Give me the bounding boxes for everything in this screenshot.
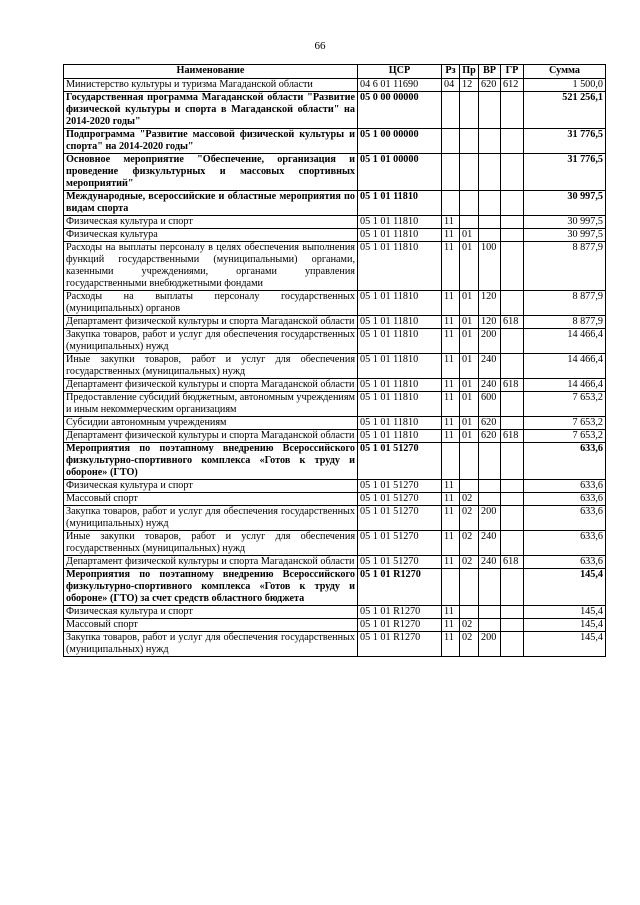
- cell-gr: [501, 229, 524, 242]
- budget-table: [63, 64, 606, 657]
- cell-gr: [501, 606, 524, 619]
- cell-name: Закупка товаров, работ и услуг для обеспечения государственных (муниципальных) нужд: [64, 506, 358, 531]
- cell-rz: [442, 191, 460, 216]
- cell-name: Расходы на выплаты персоналу в целях обеспечения выполнения функций государственными (муниципальными) органами, казенными учреждениями, органами управления государственными внебюджетными фондами: [64, 242, 358, 291]
- cell-name: Основное мероприятие "Обеспечение, организация и проведение физкультурных и массовых спортивных мероприятий": [64, 154, 358, 191]
- cell-rz: 11: [442, 606, 460, 619]
- cell-pr: 01: [460, 316, 479, 329]
- cell-gr: [501, 242, 524, 291]
- table-row: [64, 329, 606, 354]
- cell-gr: [501, 191, 524, 216]
- cell-pr: [460, 191, 479, 216]
- cell-vr: 240: [479, 556, 501, 569]
- cell-pr: 01: [460, 430, 479, 443]
- cell-pr: 02: [460, 619, 479, 632]
- table-row: [64, 430, 606, 443]
- cell-csr: 05 1 01 11810: [358, 417, 442, 430]
- cell-name: Массовый спорт: [64, 619, 358, 632]
- cell-pr: 02: [460, 632, 479, 657]
- cell-csr: 05 1 01 11810: [358, 191, 442, 216]
- cell-vr: [479, 569, 501, 606]
- cell-gr: [501, 632, 524, 657]
- cell-name: Иные закупки товаров, работ и услуг для обеспечения государственных (муниципальных) нужд: [64, 354, 358, 379]
- cell-vr: [479, 619, 501, 632]
- table-body: [64, 79, 606, 657]
- cell-rz: 11: [442, 229, 460, 242]
- cell-gr: [501, 392, 524, 417]
- cell-sum: 30 997,5: [524, 229, 606, 242]
- table-row: [64, 619, 606, 632]
- cell-pr: 02: [460, 531, 479, 556]
- cell-rz: 11: [442, 619, 460, 632]
- table-row: [64, 154, 606, 191]
- cell-rz: 11: [442, 291, 460, 316]
- cell-vr: [479, 216, 501, 229]
- cell-pr: 02: [460, 506, 479, 531]
- cell-csr: 05 1 01 R1270: [358, 619, 442, 632]
- table-row: [64, 556, 606, 569]
- cell-pr: 01: [460, 291, 479, 316]
- cell-gr: [501, 216, 524, 229]
- header-pr: Пр: [460, 65, 479, 79]
- cell-csr: 05 1 01 11810: [358, 216, 442, 229]
- header-rz: Рз: [442, 65, 460, 79]
- cell-pr: [460, 569, 479, 606]
- cell-gr: [501, 443, 524, 480]
- cell-gr: 618: [501, 316, 524, 329]
- cell-name: Департамент физической культуры и спорта Магаданской области: [64, 556, 358, 569]
- cell-sum: 145,4: [524, 619, 606, 632]
- cell-pr: [460, 129, 479, 154]
- cell-name: Департамент физической культуры и спорта Магаданской области: [64, 379, 358, 392]
- header-gr: ГР: [501, 65, 524, 79]
- table-row: [64, 493, 606, 506]
- cell-vr: [479, 493, 501, 506]
- cell-vr: 620: [479, 79, 501, 92]
- cell-pr: 01: [460, 392, 479, 417]
- cell-rz: 11: [442, 480, 460, 493]
- cell-rz: [442, 129, 460, 154]
- table-row: [64, 392, 606, 417]
- table-row: [64, 291, 606, 316]
- cell-sum: 14 466,4: [524, 354, 606, 379]
- cell-vr: [479, 92, 501, 129]
- table-row: [64, 354, 606, 379]
- cell-pr: 01: [460, 329, 479, 354]
- cell-gr: 618: [501, 430, 524, 443]
- cell-rz: 11: [442, 531, 460, 556]
- cell-sum: 633,6: [524, 531, 606, 556]
- cell-vr: 600: [479, 392, 501, 417]
- cell-vr: 240: [479, 531, 501, 556]
- cell-csr: 05 1 01 11810: [358, 316, 442, 329]
- cell-vr: [479, 480, 501, 493]
- cell-name: Государственная программа Магаданской области "Развитие физической культуры и спорта в Магаданской области" на 2014-2020 годы": [64, 92, 358, 129]
- cell-csr: 05 1 01 51270: [358, 531, 442, 556]
- cell-name: Физическая культура и спорт: [64, 480, 358, 493]
- table-row: [64, 606, 606, 619]
- cell-csr: 05 1 01 00000: [358, 154, 442, 191]
- cell-vr: [479, 229, 501, 242]
- cell-sum: 7 653,2: [524, 417, 606, 430]
- table-row: [64, 443, 606, 480]
- cell-rz: 11: [442, 417, 460, 430]
- cell-gr: 612: [501, 79, 524, 92]
- cell-vr: 200: [479, 506, 501, 531]
- cell-sum: 145,4: [524, 606, 606, 619]
- cell-name: Субсидии автономным учреждениям: [64, 417, 358, 430]
- cell-name: Предоставление субсидий бюджетным, автономным учреждениям и иным некоммерческим организациям: [64, 392, 358, 417]
- cell-sum: 521 256,1: [524, 92, 606, 129]
- cell-gr: [501, 129, 524, 154]
- header-name: Наименование: [64, 65, 358, 79]
- table-row: [64, 480, 606, 493]
- cell-vr: 620: [479, 430, 501, 443]
- cell-vr: 120: [479, 316, 501, 329]
- cell-csr: 05 1 01 51270: [358, 443, 442, 480]
- cell-gr: [501, 569, 524, 606]
- cell-rz: 11: [442, 430, 460, 443]
- cell-gr: [501, 354, 524, 379]
- cell-sum: 145,4: [524, 632, 606, 657]
- cell-csr: 05 1 01 51270: [358, 506, 442, 531]
- cell-rz: [442, 154, 460, 191]
- cell-csr: 04 6 01 11690: [358, 79, 442, 92]
- cell-csr: 05 1 01 R1270: [358, 606, 442, 619]
- cell-pr: 01: [460, 242, 479, 291]
- cell-pr: [460, 606, 479, 619]
- page-number: 66: [314, 40, 326, 52]
- cell-gr: [501, 480, 524, 493]
- cell-name: Закупка товаров, работ и услуг для обеспечения государственных (муниципальных) нужд: [64, 632, 358, 657]
- cell-csr: 05 1 01 11810: [358, 291, 442, 316]
- cell-name: Министерство культуры и туризма Магаданской области: [64, 79, 358, 92]
- cell-vr: 120: [479, 291, 501, 316]
- table-row: [64, 531, 606, 556]
- cell-csr: 05 1 01 51270: [358, 556, 442, 569]
- cell-rz: 11: [442, 354, 460, 379]
- cell-name: Расходы на выплаты персоналу государственных (муниципальных) органов: [64, 291, 358, 316]
- cell-gr: 618: [501, 379, 524, 392]
- cell-csr: 05 1 01 11810: [358, 229, 442, 242]
- cell-pr: 01: [460, 379, 479, 392]
- cell-rz: [442, 443, 460, 480]
- cell-rz: 11: [442, 216, 460, 229]
- cell-pr: 12: [460, 79, 479, 92]
- cell-gr: [501, 531, 524, 556]
- cell-csr: 05 1 01 R1270: [358, 569, 442, 606]
- cell-sum: 14 466,4: [524, 329, 606, 354]
- cell-name: Мероприятия по поэтапному внедрению Всероссийского физкультурно-спортивного комплекса «Готов к труду и обороне» (ГТО) за счет средств областного бюджета: [64, 569, 358, 606]
- cell-csr: 05 1 01 11810: [358, 379, 442, 392]
- cell-csr: 05 1 01 51270: [358, 493, 442, 506]
- cell-csr: 05 1 01 11810: [358, 430, 442, 443]
- cell-name: Департамент физической культуры и спорта Магаданской области: [64, 430, 358, 443]
- cell-vr: 200: [479, 632, 501, 657]
- cell-name: Департамент физической культуры и спорта Магаданской области: [64, 316, 358, 329]
- cell-name: Подпрограмма "Развитие массовой физической культуры и спорта" на 2014-2020 годы": [64, 129, 358, 154]
- table-row: [64, 129, 606, 154]
- cell-vr: 240: [479, 354, 501, 379]
- cell-gr: [501, 92, 524, 129]
- cell-pr: 02: [460, 556, 479, 569]
- cell-sum: 633,6: [524, 493, 606, 506]
- cell-sum: 7 653,2: [524, 430, 606, 443]
- table-row: [64, 92, 606, 129]
- cell-rz: 11: [442, 493, 460, 506]
- cell-vr: 620: [479, 417, 501, 430]
- cell-csr: 05 1 01 51270: [358, 480, 442, 493]
- cell-rz: 11: [442, 329, 460, 354]
- cell-vr: [479, 443, 501, 480]
- cell-csr: 05 1 01 11810: [358, 242, 442, 291]
- cell-csr: 05 1 01 R1270: [358, 632, 442, 657]
- cell-name: Мероприятия по поэтапному внедрению Всероссийского физкультурно-спортивного комплекса «Готов к труду и обороне» (ГТО): [64, 443, 358, 480]
- table-row: [64, 379, 606, 392]
- cell-sum: 7 653,2: [524, 392, 606, 417]
- cell-gr: [501, 506, 524, 531]
- cell-rz: 11: [442, 506, 460, 531]
- cell-sum: 145,4: [524, 569, 606, 606]
- cell-name: Закупка товаров, работ и услуг для обеспечения государственных (муниципальных) нужд: [64, 329, 358, 354]
- cell-gr: [501, 619, 524, 632]
- cell-vr: 200: [479, 329, 501, 354]
- cell-sum: 30 997,5: [524, 191, 606, 216]
- cell-vr: [479, 606, 501, 619]
- cell-vr: 100: [479, 242, 501, 291]
- cell-name: Физическая культура и спорт: [64, 216, 358, 229]
- cell-sum: 633,6: [524, 506, 606, 531]
- cell-sum: 1 500,0: [524, 79, 606, 92]
- table-row: [64, 417, 606, 430]
- cell-gr: 618: [501, 556, 524, 569]
- cell-rz: 11: [442, 379, 460, 392]
- cell-sum: 31 776,5: [524, 154, 606, 191]
- cell-name: Массовый спорт: [64, 493, 358, 506]
- cell-sum: 31 776,5: [524, 129, 606, 154]
- table-row: [64, 569, 606, 606]
- cell-pr: [460, 154, 479, 191]
- cell-name: Иные закупки товаров, работ и услуг для обеспечения государственных (муниципальных) нужд: [64, 531, 358, 556]
- cell-pr: [460, 480, 479, 493]
- cell-sum: 30 997,5: [524, 216, 606, 229]
- cell-rz: 11: [442, 556, 460, 569]
- cell-csr: 05 0 00 00000: [358, 92, 442, 129]
- cell-sum: 8 877,9: [524, 316, 606, 329]
- cell-sum: 8 877,9: [524, 242, 606, 291]
- cell-name: Физическая культура и спорт: [64, 606, 358, 619]
- cell-pr: 01: [460, 354, 479, 379]
- cell-pr: 01: [460, 229, 479, 242]
- table-row: [64, 229, 606, 242]
- cell-sum: 633,6: [524, 443, 606, 480]
- table-row: [64, 216, 606, 229]
- cell-name: Международные, всероссийские и областные мероприятия по видам спорта: [64, 191, 358, 216]
- cell-gr: [501, 417, 524, 430]
- cell-rz: 11: [442, 632, 460, 657]
- cell-pr: 02: [460, 493, 479, 506]
- header-sum: Сумма: [524, 65, 606, 79]
- table-row: [64, 632, 606, 657]
- table-row: [64, 191, 606, 216]
- cell-vr: 240: [479, 379, 501, 392]
- cell-gr: [501, 493, 524, 506]
- header-vr: ВР: [479, 65, 501, 79]
- cell-vr: [479, 154, 501, 191]
- cell-pr: [460, 216, 479, 229]
- cell-rz: 11: [442, 242, 460, 291]
- cell-rz: 04: [442, 79, 460, 92]
- table-row: [64, 242, 606, 291]
- cell-rz: [442, 92, 460, 129]
- cell-csr: 05 1 01 11810: [358, 354, 442, 379]
- cell-gr: [501, 329, 524, 354]
- cell-vr: [479, 129, 501, 154]
- cell-sum: 8 877,9: [524, 291, 606, 316]
- cell-rz: [442, 569, 460, 606]
- header-csr: ЦСР: [358, 65, 442, 79]
- cell-pr: [460, 443, 479, 480]
- cell-csr: 05 1 01 11810: [358, 392, 442, 417]
- cell-gr: [501, 291, 524, 316]
- cell-gr: [501, 154, 524, 191]
- cell-csr: 05 1 01 11810: [358, 329, 442, 354]
- table-header-row: [64, 65, 606, 79]
- cell-sum: 633,6: [524, 480, 606, 493]
- cell-sum: 14 466,4: [524, 379, 606, 392]
- cell-pr: [460, 92, 479, 129]
- cell-sum: 633,6: [524, 556, 606, 569]
- cell-name: Физическая культура: [64, 229, 358, 242]
- table-row: [64, 79, 606, 92]
- cell-rz: 11: [442, 392, 460, 417]
- table-row: [64, 506, 606, 531]
- table-row: [64, 316, 606, 329]
- cell-pr: 01: [460, 417, 479, 430]
- cell-rz: 11: [442, 316, 460, 329]
- cell-csr: 05 1 00 00000: [358, 129, 442, 154]
- cell-vr: [479, 191, 501, 216]
